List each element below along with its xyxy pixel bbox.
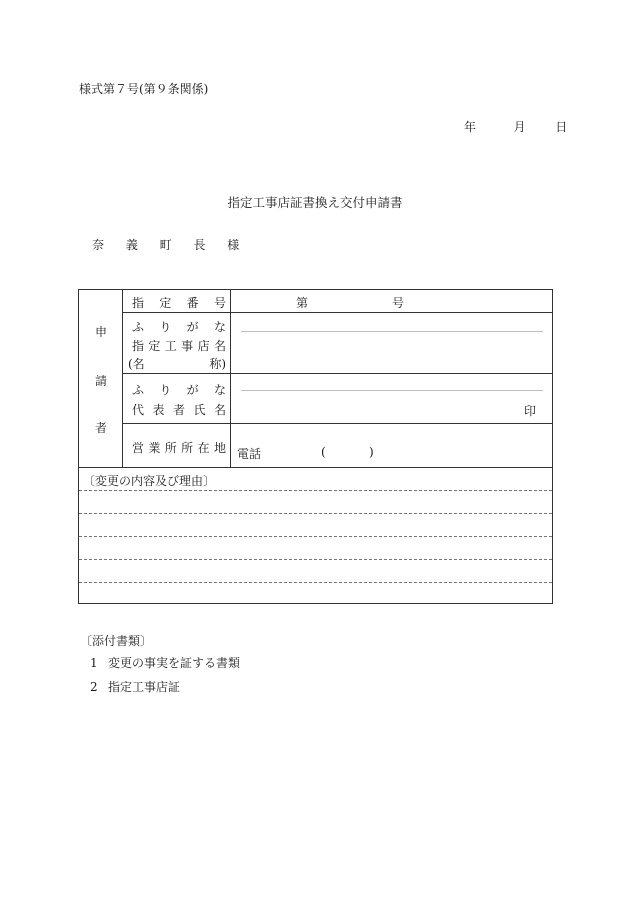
attachment-number: 1 bbox=[90, 656, 98, 670]
number-prefix: 第 bbox=[296, 296, 309, 310]
application-table bbox=[78, 289, 553, 604]
divider bbox=[122, 290, 123, 467]
divider bbox=[122, 373, 552, 374]
attachment-item bbox=[90, 678, 180, 695]
attachment-text: 変更の事実を証する書類 bbox=[108, 656, 241, 670]
office-address-field[interactable] bbox=[269, 426, 539, 464]
label-shop-subname: (名 称) bbox=[128, 357, 226, 371]
date-month: 月 bbox=[513, 120, 526, 134]
label-designation-number: 指 定 番 号 bbox=[132, 296, 226, 310]
applicant-label-1: 申 bbox=[95, 325, 108, 339]
divider bbox=[122, 423, 552, 424]
label-representative-name: 代 表 者 氏 名 bbox=[132, 403, 226, 417]
label-rep-furigana: ふ り が な bbox=[132, 383, 226, 397]
designation-number-field[interactable] bbox=[319, 291, 385, 311]
divider bbox=[122, 312, 552, 313]
applicant-label-3: 者 bbox=[95, 421, 108, 435]
divider bbox=[79, 467, 552, 468]
attachments-heading: 〔添付書類〕 bbox=[80, 634, 153, 648]
phone-paren-close: ) bbox=[369, 445, 374, 459]
label-office-address: 営 業 所 所 在 地 bbox=[132, 441, 226, 455]
changes-reason-field[interactable] bbox=[83, 491, 548, 601]
attachment-item bbox=[90, 654, 240, 671]
applicant-label-2: 請 bbox=[95, 374, 108, 388]
date-year: 年 bbox=[464, 120, 477, 134]
label-shop-name: 指 定 工 事 店 名 bbox=[132, 339, 226, 353]
number-suffix: 号 bbox=[392, 296, 405, 310]
attachment-text: 指定工事店証 bbox=[108, 680, 181, 694]
changes-heading: 〔変更の内容及び理由〕 bbox=[83, 474, 216, 488]
label-shop-furigana: ふ り が な bbox=[132, 320, 226, 334]
phone-paren-open: ( bbox=[321, 445, 326, 459]
date-day: 日 bbox=[555, 120, 568, 134]
divider bbox=[230, 290, 231, 467]
representative-name-field[interactable] bbox=[239, 376, 519, 420]
attachment-number: 2 bbox=[90, 680, 98, 694]
addressee: 奈 義 町 長 様 bbox=[92, 238, 249, 252]
document-title: 指定工事店証書換え交付申請書 bbox=[227, 195, 403, 210]
form-number: 様式第７号(第９条関係) bbox=[79, 82, 209, 96]
phone-label: 電話 bbox=[237, 447, 262, 461]
shop-name-field[interactable] bbox=[239, 314, 545, 370]
date-line bbox=[464, 118, 567, 135]
seal-mark: 印 bbox=[524, 404, 537, 418]
